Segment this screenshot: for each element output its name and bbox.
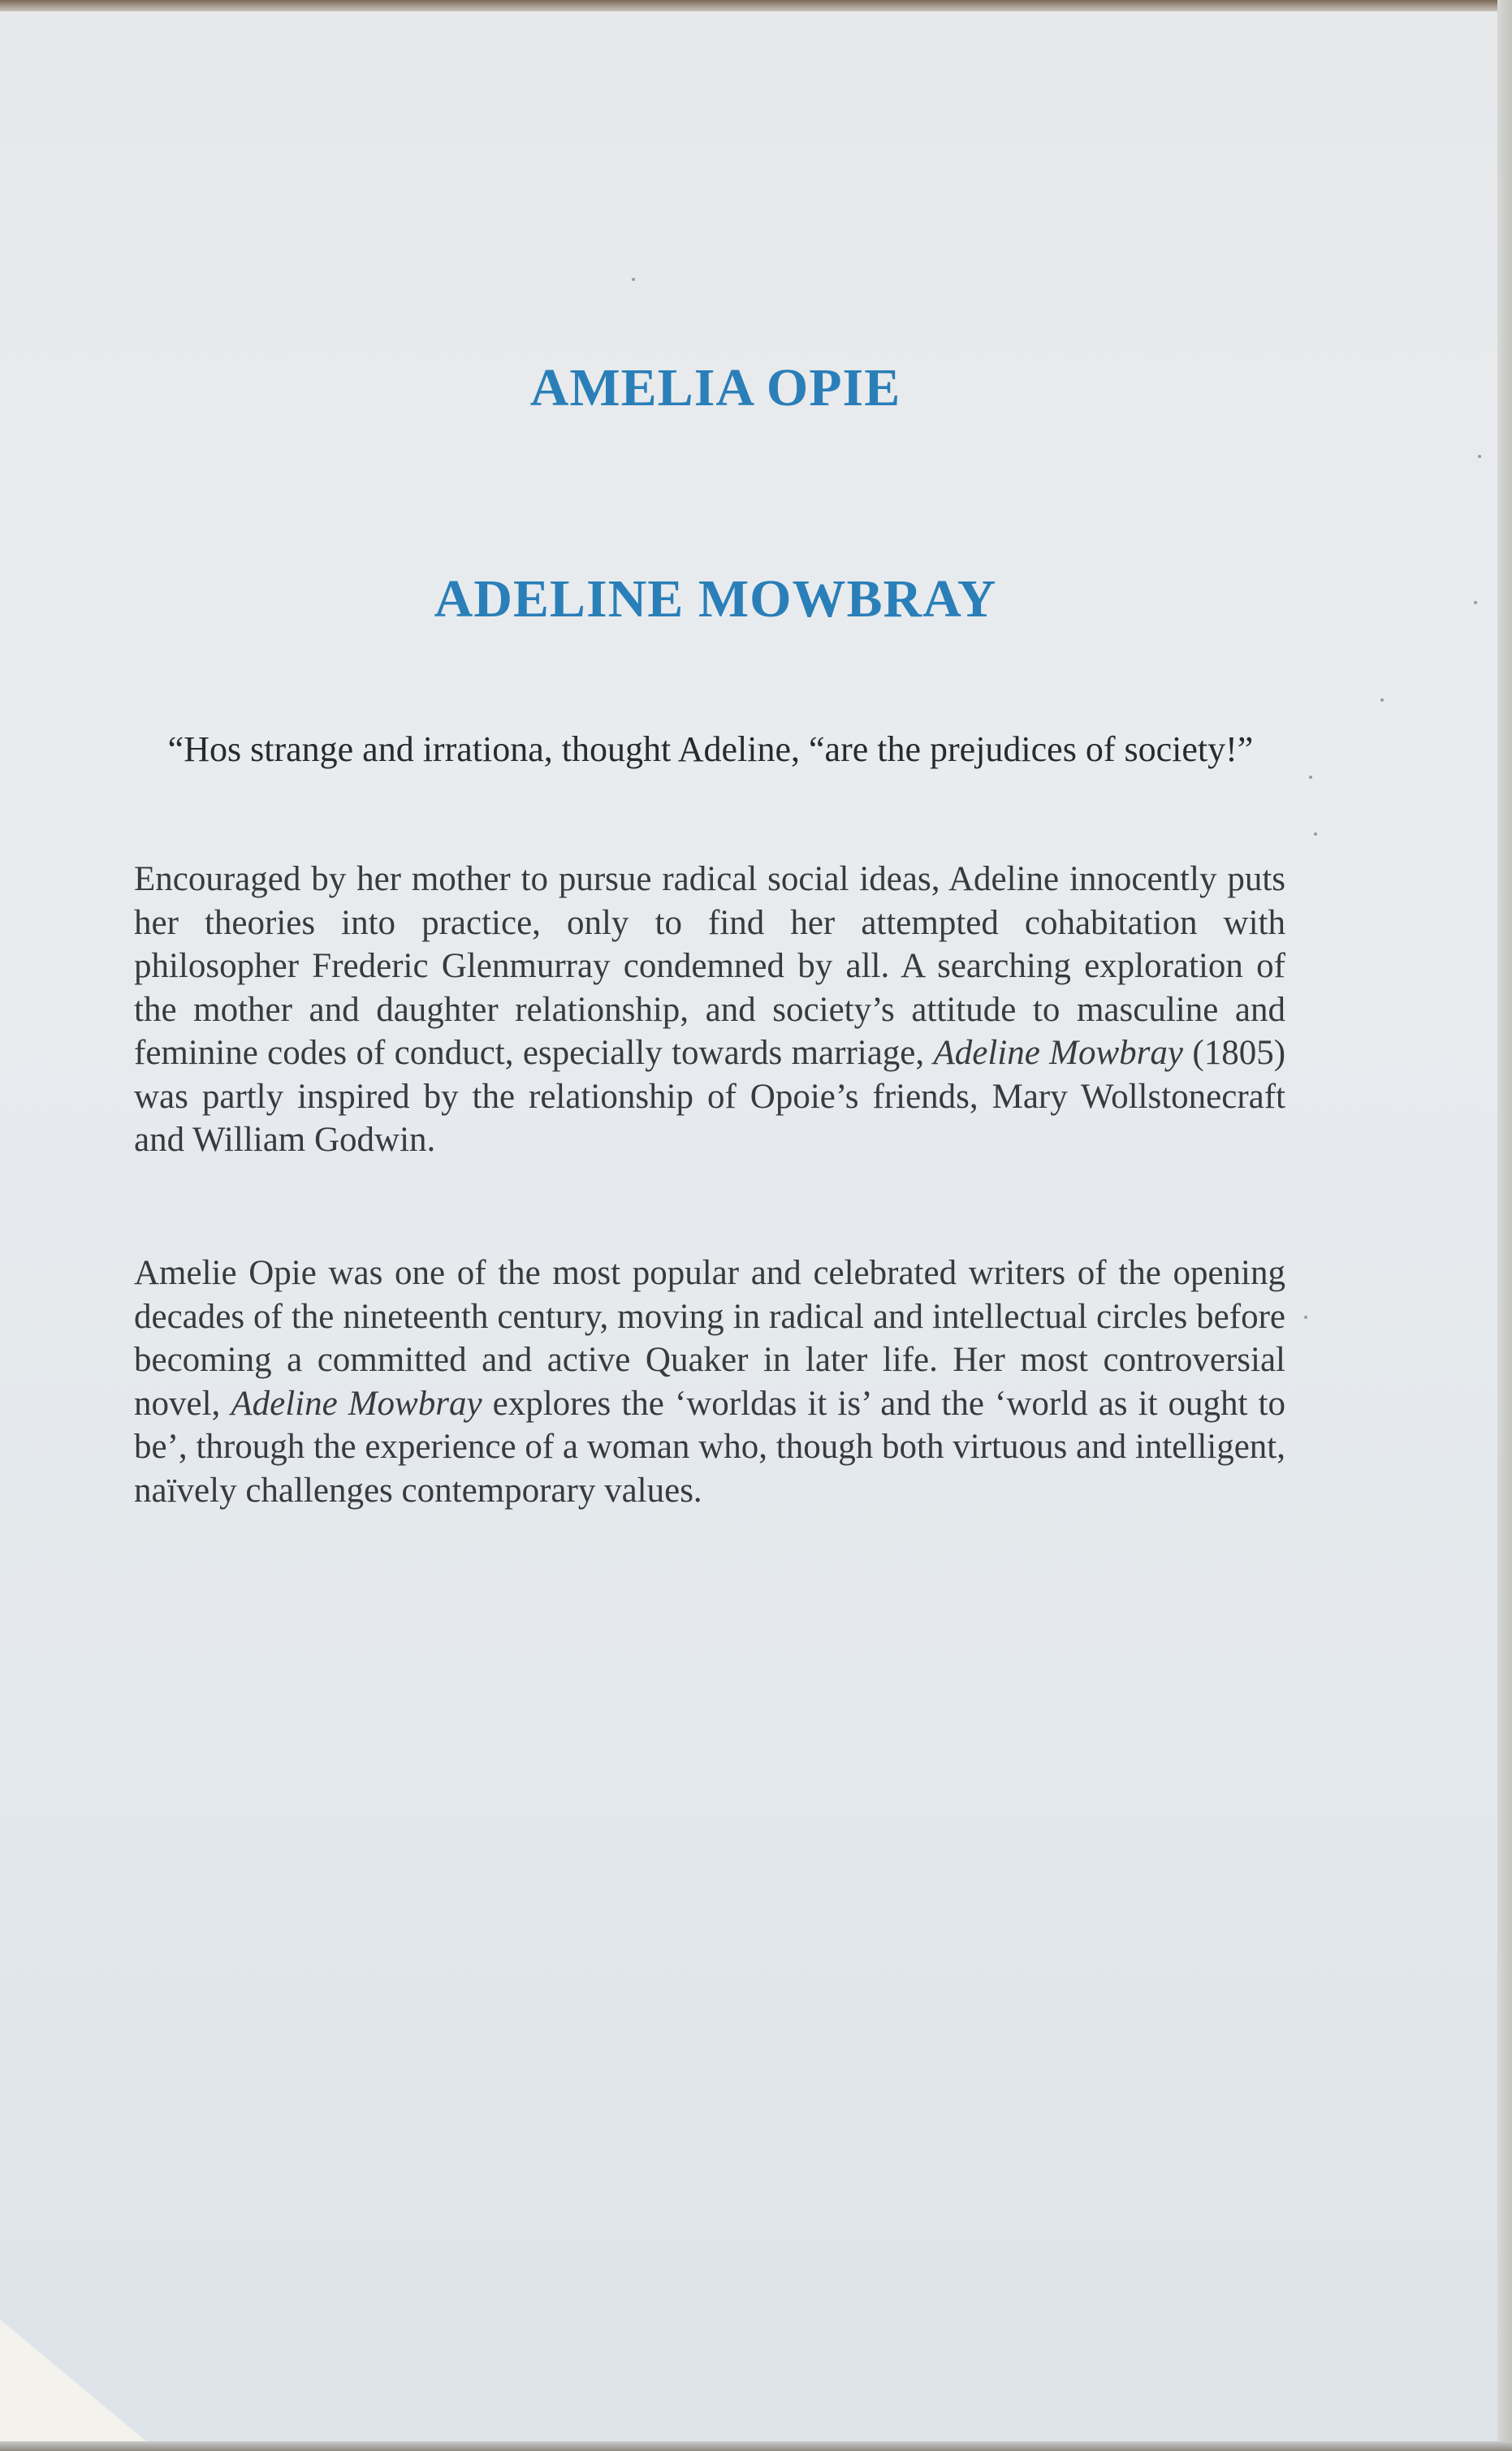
blurb-italic-title: Adeline Mowbray: [933, 1034, 1184, 1072]
author-name: AMELIA OPIE: [529, 358, 901, 417]
blurb-text: Amelie Opie was one of the most popular and celebrated writers of the opening decades of the nineteenth century, moving in radical and intellectual circles before becoming a committed and active Quaker in later life. Her most controversial novel,: [134, 1254, 1285, 1423]
speck: [1309, 776, 1312, 779]
blurb-paragraph-2: [134, 1251, 1285, 1512]
speck: [1474, 601, 1477, 604]
speck: [1304, 1316, 1307, 1319]
book-title: ADELINE MOWBRAY: [434, 569, 997, 629]
speck: [1380, 698, 1384, 702]
speck: [1314, 832, 1317, 836]
quote: “Hos strange and irrationa, thought Adeline, “are the prejudices of society!”: [167, 729, 1254, 769]
bottom-edge: [0, 2441, 1512, 2451]
blurb-text: (1805) was partly inspired by the relationship of Opoie’s friends, Mary Wollstonecraft and William Godwin.: [134, 1034, 1286, 1159]
blurb-text: explores the ‘worldas it is’ and the ‘world as it ought to be’, through the experience of a woman who, though both virtuous and intelligent, naïvely challenges contemporary values.: [134, 1384, 1285, 1510]
speck: [632, 278, 635, 281]
corner-wear: [0, 2319, 146, 2441]
speck: [1478, 455, 1481, 458]
blurb-text: Encouraged by her mother to pursue radical social ideas, Adeline innocently puts her theories into practice, only to find her attempted cohabitation with philosopher Frederic Glenmurray condemned by all. A searching exploration of the mother and daughter relationship, and society’s attitude to masculine and feminine codes of conduct, especially towards marriage,: [134, 860, 1285, 1072]
right-edge: [1497, 0, 1512, 2451]
top-edge: [0, 0, 1512, 11]
blurb-paragraph-1: [134, 858, 1285, 1162]
blurb-italic-title: Adeline Mowbray: [231, 1384, 482, 1423]
